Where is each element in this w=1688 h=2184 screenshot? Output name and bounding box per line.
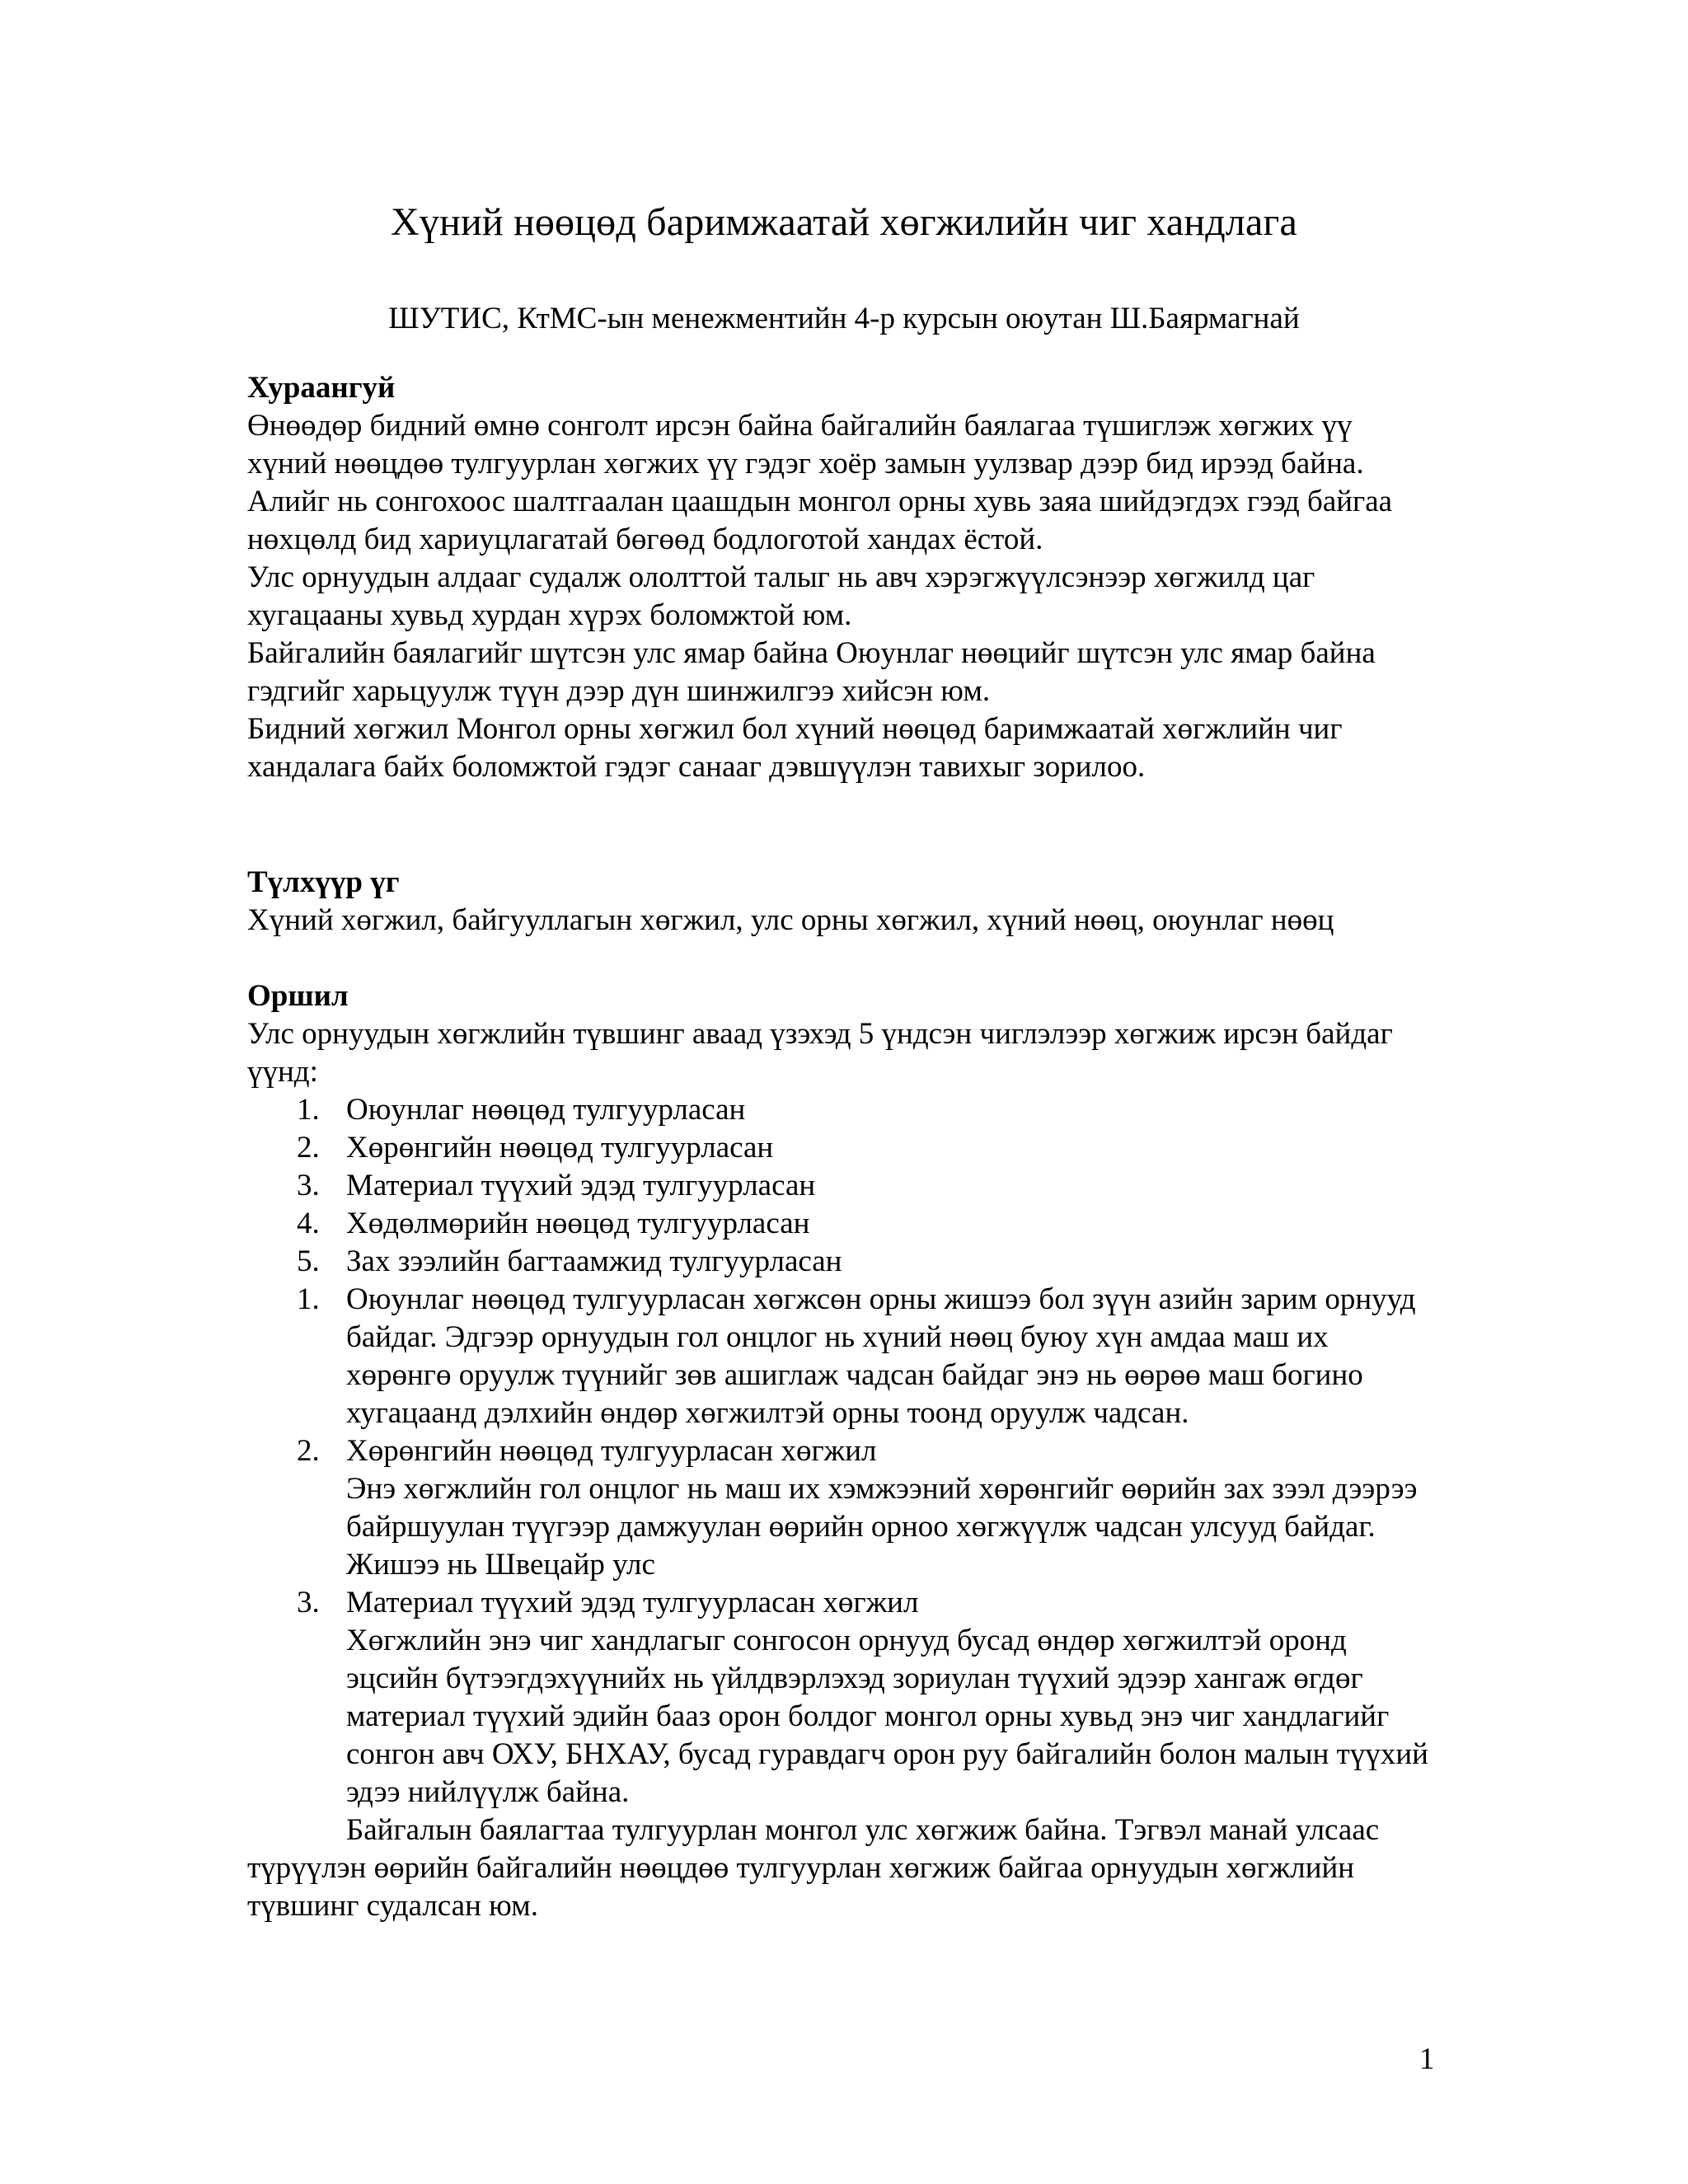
abstract-paragraph: Өнөөдөр бидний өмнө сонголт ирсэн байна байгалийн баялагаа түшиглэж хөгжих үү хүний нөөцдөө тулгуурлан хөгжих үү гэдэг хоёр замын уулзвар дээр бид ирээд байна. (247, 409, 1364, 480)
abstract-paragraph: Бидний хөгжил Монгол орны хөгжил бол хүний нөөцөд баримжаатай хөгжлийн чиг хандалага байх боломжтой гэдэг санааг дэвшүүлэн тавихыг зорилоо. (247, 712, 1343, 784)
author-line: ШУТИС, КтМС-ын менежментийн 4-р курсын оюутан Ш.Баярмагнай (388, 302, 1300, 335)
abstract-section (247, 369, 1434, 786)
document-title: Хүний нөөцөд баримжаатай хөгжилийн чиг хандлага (391, 200, 1297, 244)
closing-paragraph: Байгалын баялагтаа тулгуурлан монгол улс хөгжиж байна. Тэгвэл манай улсаас түрүүлэн өөрийн байгалийн нөөцдөө тулгуурлан хөгжиж байгаа орнуудын хөгжлийн түвшинг судалсан юм. (247, 1813, 1380, 1923)
abstract-paragraph: Алийг нь сонгохоос шалтгаалан цаашдын монгол орны хувь заяа шийдэгдэх гээд байгаа нөхцөлд бид хариуцлагатай бөгөөд бодлоготой хандах ёстой. (247, 485, 1393, 556)
detail-item: 2. Хөрөнгийн нөөцөд тулгуурласан хөгжил Энэ хөгжлийн гол онцлог нь маш их хэмжээний хөрөнгийг өөрийн зах зээл дээрээ байршуулан түүгээр дамжуулан өөрийн орноо хөгжүүлж чадсан улсууд байдаг. Жишээ нь Швецайр улс (247, 1432, 1434, 1584)
detail-heading: Хөрөнгийн нөөцөд тулгуурласан хөгжил (346, 1434, 877, 1468)
detail-list (247, 1281, 1434, 1811)
list-item: 3. Материал түүхий эдэд тулгуурласан (297, 1169, 816, 1202)
page-number: 1 (1419, 2042, 1435, 2076)
keywords-text: Хүний хөгжил, байгууллагын хөгжил, улс орны хөгжил, хүний нөөц, оюунлаг нөөц (247, 903, 1334, 937)
detail-heading: Материал түүхий эдэд тулгуурласан хөгжил (346, 1586, 919, 1619)
list-item: 2. Хөрөнгийн нөөцөд тулгуурласан (297, 1131, 774, 1165)
detail-item: 1. Оюунлаг нөөцөд тулгуурласан хөгжсөн орны жишээ бол зүүн азийн зарим орнууд байдаг. Эдгээр орнуудын гол онцлог нь хүний нөөц буюу хүн амдаа маш их хөрөнгө оруулж түүнийг зөв ашиглаж чадсан байдаг энэ нь өөрөө маш богино хугацаанд дэлхийн өндөр хөгжилтэй орны тоонд оруулж чадсан. (297, 1282, 1416, 1430)
list-item: 1. Оюунлаг нөөцөд тулгуурласан (297, 1093, 746, 1127)
detail-body: Хөгжлийн энэ чиг хандлагыг сонгосон орнууд бусад өндөр хөгжилтэй оронд эцсийн бүтээгдэхүүнийх нь үйлдвэрлэхэд зориулан түүхий эдээр хангаж өгдөг материал түүхий эдийн бааз орон болдог монгол орны хувьд энэ чиг хандлагийг сонгон авч ОХУ, БНХАУ, бусад гуравдагч орон руу байгалийн болон малын түүхий эдээ нийлүүлж байна. (346, 1624, 1428, 1809)
abstract-paragraph: Байгалийн баялагийг шүтсэн улс ямар байна Оюунлаг нөөцийг шүтсэн улс ямар байна гэдгийг харьцуулж түүн дээр дүн шинжилгээ хийсэн юм. (247, 636, 1376, 708)
list-item: 5. Зах зээлийн багтаамжид тулгуурласан (297, 1244, 842, 1278)
keywords-heading: Түлхүүр үг (247, 865, 400, 899)
detail-text: Оюунлаг нөөцөд тулгуурласан хөгжсөн орны жишээ бол зүүн азийн зарим орнууд байдаг. Эдгээр орнуудын гол онцлог нь хүний нөөц буюу хүн амдаа маш их хөрөнгө оруулж түүнийг зөв ашиглаж чадсан байдаг энэ нь өөрөө маш богино хугацаанд дэлхийн өндөр хөгжилтэй орны тоонд оруулж чадсан. (346, 1282, 1416, 1430)
detail-item: 3. Материал түүхий эдэд тулгуурласан хөгжил Хөгжлийн энэ чиг хандлагыг сонгосон орнууд бусад өндөр хөгжилтэй оронд эцсийн бүтээгдэхүүнийх нь үйлдвэрлэхэд зориулан түүхий эдээр хангаж өгдөг материал түүхий эдийн бааз орон болдог монгол орны хувьд энэ чиг хандлагийг сонгон авч ОХУ, БНХАУ, бусад гуравдагч орон руу байгалийн болон малын түүхий эдээ нийлүүлж байна. (247, 1584, 1434, 1811)
keywords-section (247, 864, 1451, 940)
direction-list (247, 1091, 1434, 1281)
abstract-heading: Хураангуй (247, 371, 396, 405)
list-item: 4. Хөдөлмөрийн нөөцөд тулгуурласан (297, 1207, 810, 1240)
intro-lead: Улс орнуудын хөгжлийн түвшинг аваад үзэхэд 5 үндсэн чиглэлээр хөгжиж ирсэн байдаг үүнд: (247, 1017, 1393, 1089)
intro-heading: Оршил (247, 979, 349, 1013)
detail-body: Энэ хөгжлийн гол онцлог нь маш их хэмжээний хөрөнгийг өөрийн зах зээл дээрээ байршуулан түүгээр дамжуулан өөрийн орноо хөгжүүлж чадсан улсууд байдаг. Жишээ нь Швецайр улс (346, 1472, 1418, 1582)
abstract-paragraph: Улс орнуудын алдааг судалж ололттой талыг нь авч хэрэгжүүлсэнээр хөгжилд цаг хугацааны хувьд хурдан хүрэх боломжтой юм. (247, 560, 1315, 632)
intro-section (247, 977, 1434, 1925)
